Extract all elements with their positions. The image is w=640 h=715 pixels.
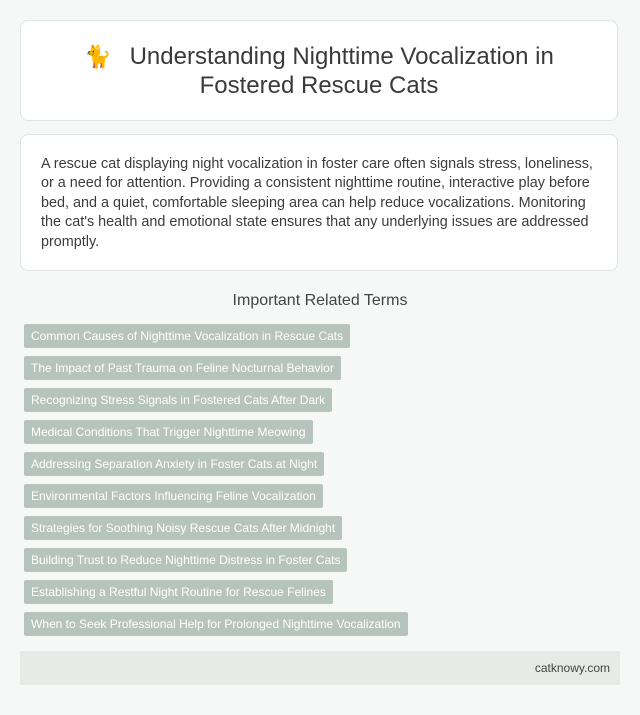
- title-card: [20, 20, 618, 121]
- related-term-tag[interactable]: Environmental Factors Influencing Feline Vocalization: [24, 484, 323, 508]
- related-term-tag[interactable]: Common Causes of Nighttime Vocalization in Rescue Cats: [24, 324, 350, 348]
- related-term-tag[interactable]: The Impact of Past Trauma on Feline Nocturnal Behavior: [24, 356, 341, 380]
- intro-card: [20, 134, 618, 271]
- related-term-tag[interactable]: Building Trust to Reduce Nighttime Distress in Foster Cats: [24, 548, 347, 572]
- footer-site-link[interactable]: catknowy.com: [534, 661, 610, 675]
- related-term-tag[interactable]: Recognizing Stress Signals in Fostered Cats After Dark: [24, 388, 332, 412]
- footer: [20, 651, 620, 685]
- related-terms-heading: Important Related Terms: [232, 292, 408, 309]
- related-terms-list: [24, 324, 408, 644]
- related-term-tag[interactable]: Strategies for Soothing Noisy Rescue Cats After Midnight: [24, 516, 342, 540]
- page-title: [69, 42, 569, 100]
- page-title-text: Understanding Nighttime Vocalization in Fostered Rescue Cats: [129, 42, 554, 99]
- related-term-tag[interactable]: Addressing Separation Anxiety in Foster Cats at Night: [24, 452, 324, 476]
- intro-paragraph: A rescue cat displaying night vocalization in foster care often signals stress, loneliness, or a need for attention. Providing a consistent nighttime routine, interactive play before bed, and a quiet, comfortable sleeping area can help reduce vocalizations. Monitoring the cat's health and emotional state ensures that any underlying issues are addressed promptly.: [41, 156, 593, 250]
- related-term-tag[interactable]: Establishing a Restful Night Routine for Rescue Felines: [24, 580, 333, 604]
- related-term-tag[interactable]: Medical Conditions That Trigger Nighttime Meowing: [24, 420, 313, 444]
- related-term-tag[interactable]: When to Seek Professional Help for Prolonged Nighttime Vocalization: [24, 612, 408, 636]
- cat-icon: 🐈: [84, 43, 112, 69]
